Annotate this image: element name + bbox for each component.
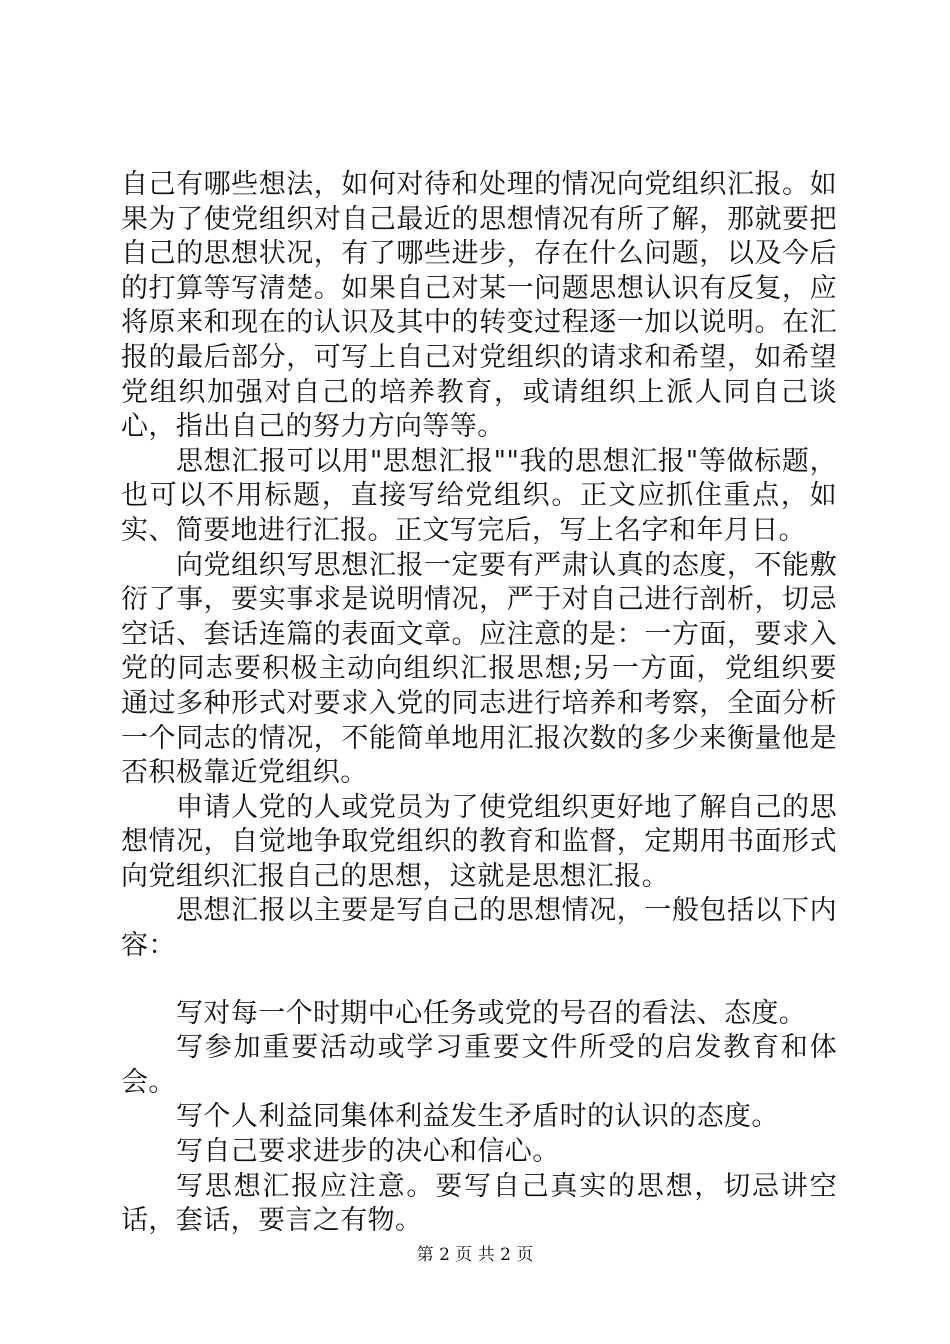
paragraph-3: 向党组织写思想汇报一定要有严肃认真的态度，不能敷衍了事，要实事求是说明情况，严于对自己进行剖析，切忌空话、套话连篇的表面文章。应注意的是：一方面，要求入党的同志要积极主动向组织汇报思想;另一方面，党组织要通过多种形式对要求入党的同志进行培养和考察，全面分析一个同志的情况，不能简单地用汇报次数的多少来衡量他是否积极靠近党组织。 — [121, 549, 837, 789]
paragraph-2: 思想汇报可以用"思想汇报""我的思想汇报"等做标题，也可以不用标题，直接写给党组织。正文应抓住重点，如实、简要地进行汇报。正文写完后，写上名字和年月日。 — [121, 445, 837, 546]
page-footer — [0, 1244, 950, 1266]
list-item-1: 写对每一个时期中心任务或党的号召的看法、态度。 — [176, 997, 807, 1029]
list-item-2: 写参加重要活动或学习重要文件所受的启发教育和体会。 — [121, 1032, 837, 1098]
list-item-3: 写个人利益同集体利益发生矛盾时的认识的态度。 — [176, 1101, 779, 1133]
document-body — [121, 168, 837, 1239]
list-item-5: 写思想汇报应注意。要写自己真实的思想，切忌讲空话，套话，要言之有物。 — [121, 1170, 837, 1237]
blank-line — [121, 964, 837, 997]
page-number-label: 第 2 页 共 2 页 — [416, 1245, 534, 1265]
paragraph-5: 思想汇报以主要是写自己的思想情况，一般包括以下内容： — [121, 895, 837, 962]
paragraph-1: 自己有哪些想法，如何对待和处理的情况向党组织汇报。如果为了使党组织对自己最近的思想情况有所了解，那就要把自己的思想状况，有了哪些进步，存在什么问题，以及今后的打算等写清楚。如果自己对某一问题思想认识有反复，应将原来和现在的认识及其中的转变过程逐一加以说明。在汇报的最后部分，可写上自己对党组织的请求和希望，如希望党组织加强对自己的培养教育，或请组织上派人同自己谈心，指出自己的努力方向等等。 — [121, 169, 837, 443]
list-item-4: 写自己要求进步的决心和信心。 — [176, 1136, 560, 1168]
paragraph-4: 申请人党的人或党员为了使党组织更好地了解自己的思想情况，自觉地争取党组织的教育和监督，定期用书面形式向党组织汇报自己的思想，这就是思想汇报。 — [121, 791, 837, 892]
